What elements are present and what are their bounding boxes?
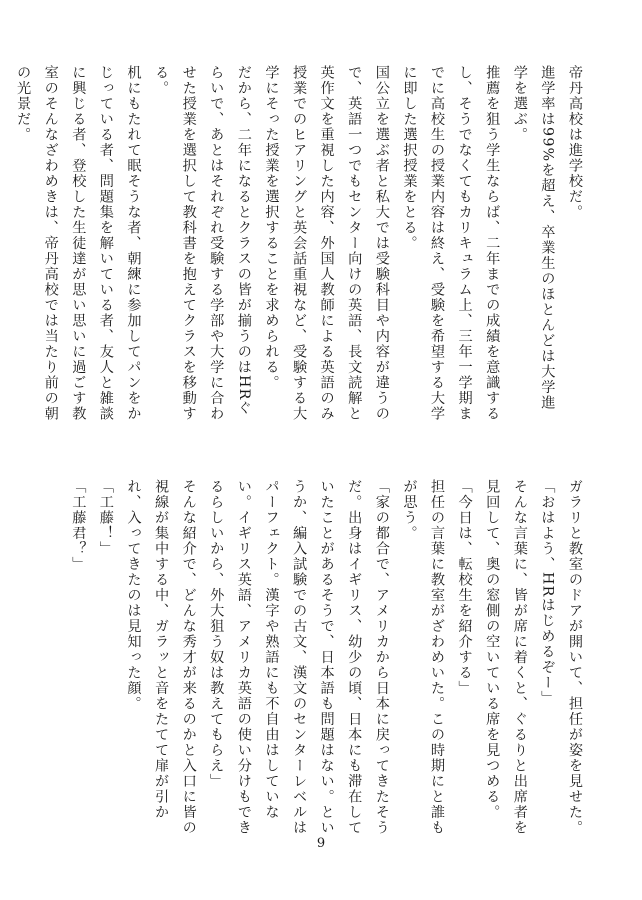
paragraph: 机にもたれて眠そうな者、朝練に参加してパンをかじっている者、問題集を解いている者、友人と雑談に興じる者、登校した生徒達が思い思いに過ごす教室のそんなざわめきは、帝丹高校では当たり前の朝の光景だ。 (15, 65, 142, 422)
dialogue-line: 「工藤君？」 (70, 479, 87, 572)
dialogue-line: 「今日は、転校生を紹介する」 (456, 479, 473, 696)
paragraph: だから、二年になるとクラスの皆が揃うのはHRぐらいで、あとはそれぞれ受験する学部や大学に合わせた授業を選択して教科書を抱えてクラスを移動する。 (153, 65, 252, 422)
dialogue-line: 「おはよう、HRはじめるぞー」 (539, 479, 556, 707)
paragraph: 進学率は99%を超え、卒業生のほとんどは大学進学を選ぶ。 (511, 65, 556, 411)
paragraph: ガラリと教室のドアが開いて、担任が姿を見せた。 (567, 479, 583, 836)
dialogue-line: 「家の都合で、アメリカから日本に戻ってきたそうだ。出身はイギリス、幼少の頃、日本にも滞在していたことがあるそうで、日本語も問題はない。というか、編入試験での古文、漢文のセンターレベルはパーフェクト。漢字や熟語にも不自由はしていない。イギリス英語、アメリカ英語の使い分けもできるらしいから、外大狙う奴は教えてもらえ」 (208, 479, 390, 836)
paragraph: そんな言葉に、皆が席に着くと、ぐるりと出席者を見回して、奥の窓側の空いている席を見つめる。 (484, 479, 528, 836)
text-block-upper (9, 65, 588, 422)
text-block-lower (64, 479, 588, 836)
paragraph: 担任の言葉に教室がざわめいた。この時期にと誰もが思う。 (401, 479, 446, 836)
dialogue-line: 「工藤！」 (97, 479, 114, 557)
paragraph: 推薦を狙う学生ならば、二年までの成績を意識するし、そうでなくてもカリキュラム上、三年一学期までに高校生の授業内容は終え、受験を希望する大学に即した選択授業をとる。 (401, 65, 501, 422)
paragraph: 帝丹高校は進学校だ。 (567, 65, 583, 220)
paragraph: 国公立を選ぶ者と私大では受験科目や内容が違うので、英語一つでもセンター向けの英語、長文読解と英作文を重視した内容、外国人教師による英語のみ授業でのヒアリングと英会話重視など、受験する大学にそった授業を選択することを求められる。 (263, 65, 390, 422)
paragraph: そんな紹介で、どんな秀才が来るのかと入口に皆の視線が集中する中、ガラッと音をたてて扉が引かれ、入ってきたのは見知った顔。 (125, 479, 197, 836)
page-number: 9 (316, 836, 326, 851)
